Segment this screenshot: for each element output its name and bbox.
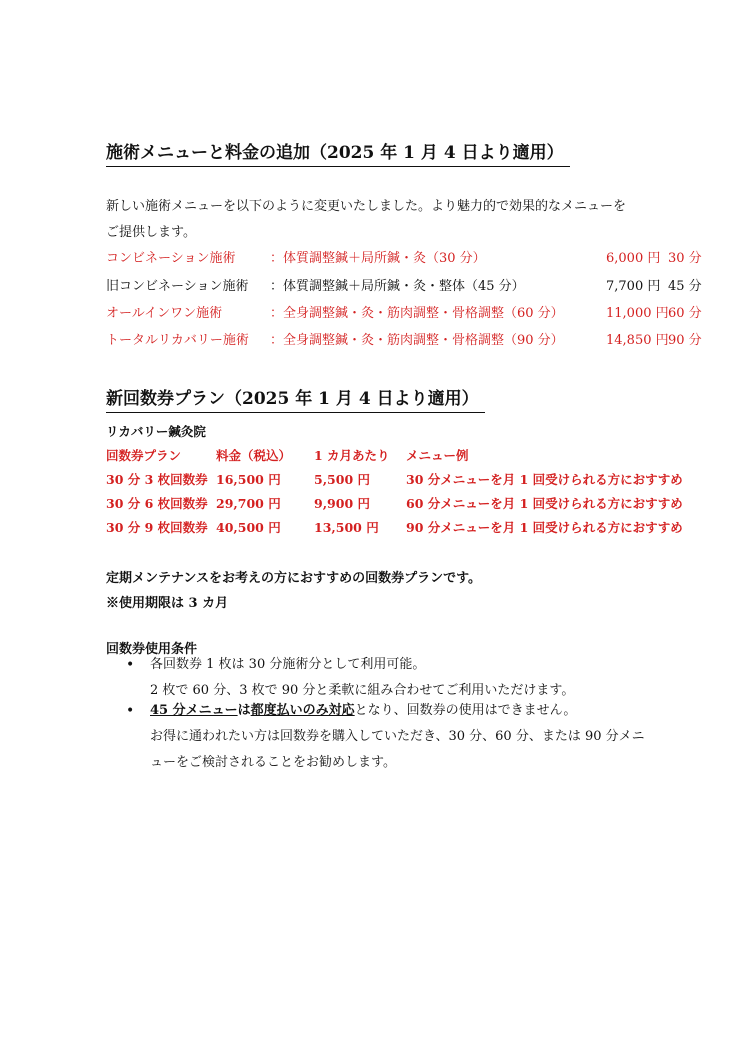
menu-section-title: 施術メニューと料金の追加（2025 年 1 月 4 日より適用） xyxy=(106,138,570,167)
plan-monthly: 13,500 円 xyxy=(314,520,379,535)
conditions-title: 回数券使用条件 xyxy=(106,642,198,657)
menu-price: 7,700 円 xyxy=(606,279,661,294)
plan-row xyxy=(106,518,706,542)
condition-line: 各回数券 1 枚は 30 分施術分として利用可能。 xyxy=(150,657,426,672)
menu-price: 11,000 円 xyxy=(606,306,669,321)
menu-content: ：体質調整鍼＋局所鍼・灸・整体（45 分） xyxy=(270,279,525,294)
menu-duration: 60 分 xyxy=(668,306,702,321)
header-example: メニュー例 xyxy=(406,448,469,463)
menu-row-all-in-one xyxy=(106,302,706,326)
plan-name: 30 分 9 枚回数券 xyxy=(106,520,208,535)
plan-note: 定期メンテナンスをお考えの方におすすめの回数券プランです。 xyxy=(106,571,482,586)
menu-content: ：全身調整鍼・灸・筋肉調整・骨格調整（90 分） xyxy=(270,333,564,348)
plan-example: 30 分メニューを月 1 回受けられる方におすすめ xyxy=(406,472,683,487)
condition-line: お得に通われたい方は回数券を購入していただき、30 分、60 分、または 90 分メニ xyxy=(150,729,645,744)
condition-line xyxy=(128,698,645,724)
menu-duration: 30 分 xyxy=(668,251,702,266)
header-plan: 回数券プラン xyxy=(106,448,182,463)
plan-section-title: 新回数券プラン（2025 年 1 月 4 日より適用） xyxy=(106,384,485,413)
condition-line: 2 枚で 60 分、3 枚で 90 分と柔軟に組み合わせてご利用いただけます。 xyxy=(150,683,575,698)
plan-price: 29,700 円 xyxy=(216,496,281,511)
emphasis-text: 都度払いのみ対応 xyxy=(250,703,355,718)
plan-price: 16,500 円 xyxy=(216,472,281,487)
menu-name: 旧コンビネーション施術 xyxy=(106,279,249,294)
condition-line: ューをご検討されることをお勧めします。 xyxy=(150,755,396,770)
plan-name: 30 分 6 枚回数券 xyxy=(106,496,208,511)
clinic-name: リカバリー鍼灸院 xyxy=(106,424,206,439)
header-price: 料金（税込） xyxy=(216,448,292,463)
menu-name: オールインワン施術 xyxy=(106,306,223,321)
bullet-icon: • xyxy=(126,703,135,719)
intro-text xyxy=(106,194,626,246)
condition-item xyxy=(128,652,574,704)
emphasis-text: 45 分メニュー xyxy=(150,703,238,718)
expiry-note: ※使用期限は 3 カ月 xyxy=(106,596,229,611)
menu-row-total-recovery xyxy=(106,329,706,353)
plan-example: 60 分メニューを月 1 回受けられる方におすすめ xyxy=(406,496,683,511)
plan-example: 90 分メニューを月 1 回受けられる方におすすめ xyxy=(406,520,683,535)
menu-row-old-combination xyxy=(106,275,706,299)
header-monthly: 1 カ月あたり xyxy=(314,448,390,463)
plan-monthly: 5,500 円 xyxy=(314,472,370,487)
menu-row-combination xyxy=(106,247,706,271)
plan-monthly: 9,900 円 xyxy=(314,496,370,511)
intro-line-2: ご提供します。 xyxy=(106,225,196,240)
plan-table-header xyxy=(106,446,706,470)
menu-price: 6,000 円 xyxy=(606,251,661,266)
menu-duration: 90 分 xyxy=(668,333,702,348)
menu-name: トータルリカバリー施術 xyxy=(106,333,249,348)
menu-content: ：全身調整鍼・灸・筋肉調整・骨格調整（60 分） xyxy=(270,306,564,321)
plan-name: 30 分 3 枚回数券 xyxy=(106,472,208,487)
intro-line-1: 新しい施術メニューを以下のように変更いたしました。より魅力的で効果的なメニューを xyxy=(106,199,627,214)
menu-content: ：体質調整鍼＋局所鍼・灸（30 分） xyxy=(270,251,486,266)
plan-row xyxy=(106,470,706,494)
condition-item xyxy=(128,698,645,776)
condition-text: となり、回数券の使用はできません。 xyxy=(354,703,577,718)
menu-name: コンビネーション施術 xyxy=(106,251,236,266)
bullet-icon: • xyxy=(126,657,135,673)
menu-duration: 45 分 xyxy=(668,279,702,294)
menu-price: 14,850 円 xyxy=(606,333,669,348)
connector-text: は xyxy=(237,703,251,718)
plan-price: 40,500 円 xyxy=(216,520,281,535)
plan-row xyxy=(106,494,706,518)
